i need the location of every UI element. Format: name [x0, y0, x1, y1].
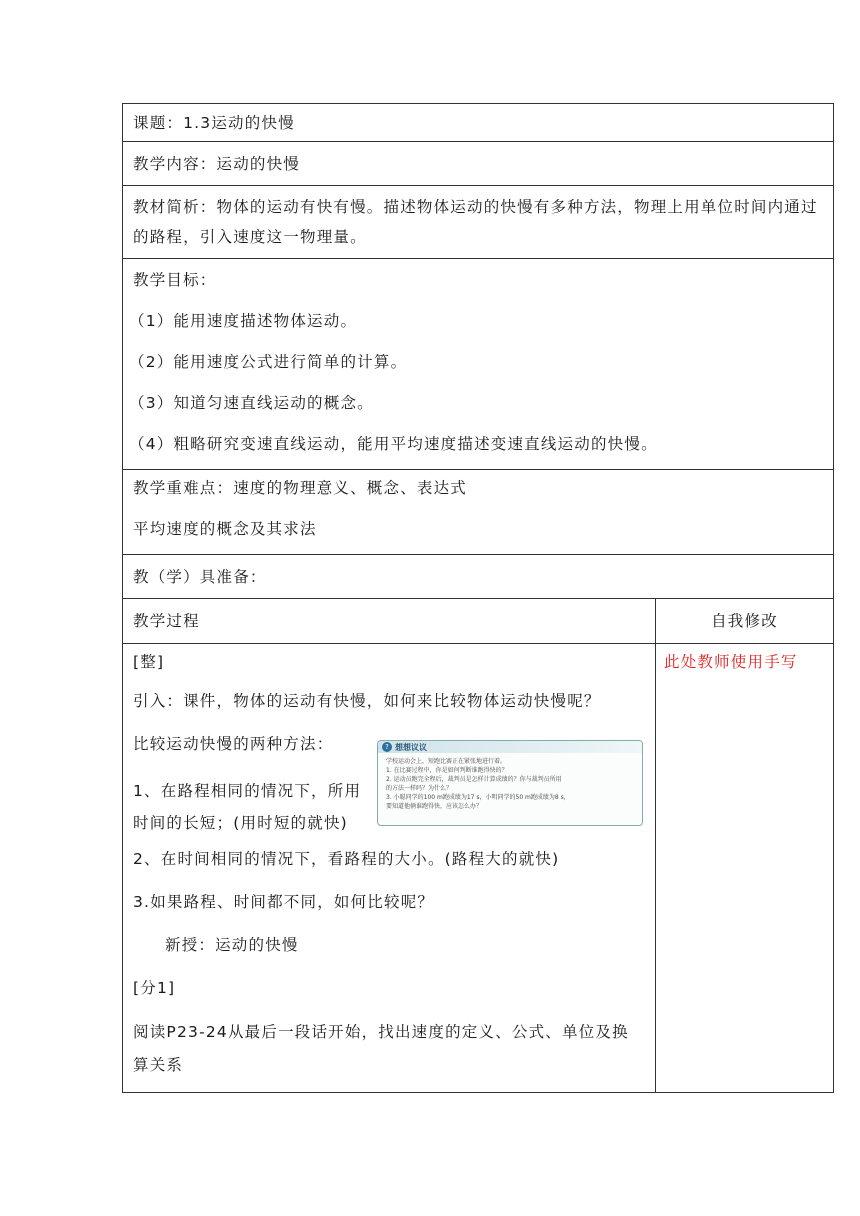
goals-heading: 教学目标： [133, 271, 217, 289]
goal-item: （1）能用速度描述物体运动。 [129, 312, 358, 330]
question-icon: ? [382, 742, 392, 752]
figure-line: 的方法一样吗？为什么？ [386, 785, 453, 792]
key-points-text-2: 平均速度的概念及其求法 [133, 520, 317, 538]
lesson-line: [分1] [133, 979, 176, 997]
content-row [123, 142, 833, 186]
goals-row [123, 259, 833, 470]
lesson-line: 3.如果路程、时间都不同，如何比较呢？ [133, 893, 435, 911]
figure-line: 要知道他俩谁跑得快，应该怎么办？ [386, 803, 483, 810]
teacher-note: 此处教师使用手写 [664, 653, 798, 671]
process-header-row [123, 599, 833, 644]
figure-line: 2. 运动员跑完全程后，裁判员是怎样计算成绩的？你与裁判员所用 [386, 776, 562, 783]
discussion-figure [377, 740, 643, 826]
lesson-row [123, 644, 833, 1092]
revise-header: 自我修改 [711, 612, 778, 630]
figure-line: 学校运动会上，短跑比赛正在紧张地进行着。 [386, 758, 507, 765]
lesson-line: 新授：运动的快慢 [165, 936, 299, 954]
figure-body [378, 753, 642, 811]
lesson-body [123, 644, 656, 1092]
lesson-line: 时间的长短；(用时短的就快) [133, 814, 348, 832]
figure-title: 想想议议 [395, 742, 427, 752]
lesson-line: 算关系 [133, 1056, 184, 1074]
key-points-row [123, 470, 833, 555]
goal-item: （4）粗略研究变速直线运动，能用平均速度描述变速直线运动的快慢。 [129, 435, 658, 453]
lesson-plan-table [122, 103, 834, 1093]
figure-line: 3. 小聪同学的100 m跑成绩为17 s，小明同学的50 m跑成绩为8 s， [386, 794, 570, 801]
lesson-line: 阅读P23-24从最后一段话开始，找出速度的定义、公式、单位及换 [133, 1023, 629, 1041]
lesson-line: [整] [133, 653, 165, 671]
process-header: 教学过程 [123, 599, 656, 643]
lesson-line: 1、在路程相同的情况下，所用 [133, 782, 362, 800]
analysis-text: 教材简析：物体的运动有快有慢。描述物体运动的快慢有多种方法，物理上用单位时间内通过的路程，引入速度这一物理量。 [133, 198, 818, 246]
analysis-row [123, 186, 833, 259]
topic-row [123, 104, 833, 142]
revise-column [656, 644, 833, 1092]
lesson-line: 2、在时间相同的情况下，看路程的大小。(路程大的就快) [133, 850, 560, 868]
figure-line: 1. 在比赛过程中，你是如何判断谁跑得快的？ [386, 767, 508, 774]
goal-item: （2）能用速度公式进行简单的计算。 [129, 353, 408, 371]
lesson-line: 引入：课件，物体的运动有快慢，如何来比较物体运动快慢呢？ [133, 692, 601, 710]
tools-row [123, 555, 833, 599]
key-points-text: 教学重难点：速度的物理意义、概念、表达式 [133, 479, 468, 497]
lesson-line: 比较运动快慢的两种方法： [133, 735, 334, 753]
goal-item: （3）知道匀速直线运动的概念。 [129, 394, 374, 412]
topic-text: 课题：1.3运动的快慢 [133, 114, 295, 132]
content-text: 教学内容：运动的快慢 [133, 155, 301, 173]
tools-text: 教（学）具准备： [133, 568, 267, 586]
figure-header [378, 741, 642, 753]
